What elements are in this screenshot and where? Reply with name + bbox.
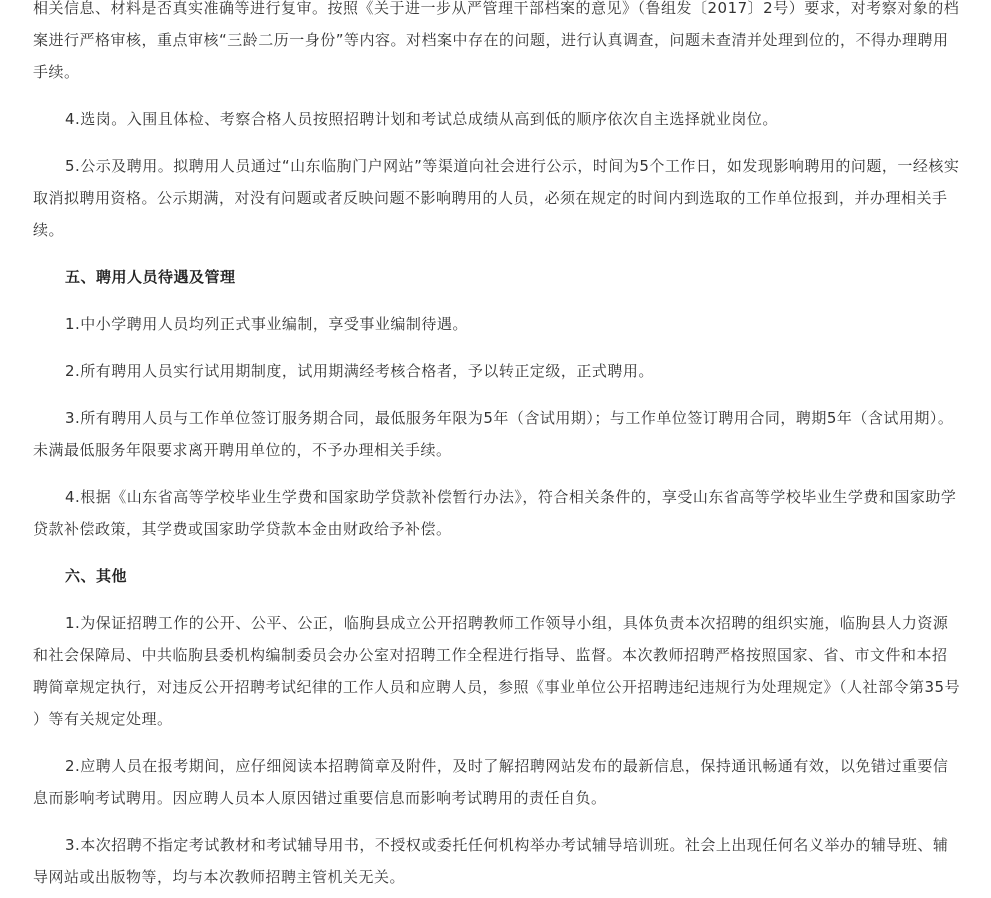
- paragraph-applicant-notice: 2.应聘人员在报考期间，应仔细阅读本招聘简章及附件，及时了解招聘网站发布的最新信息，保持通讯畅通有效，以免错过重要信息而影响考试聘用。因应聘人员本人原因错过重要信息而影响考试聘用的责任自负。: [33, 757, 949, 807]
- paragraph-job-selection: 4.选岗。入围且体检、考察合格人员按照招聘计划和考试总成绩从高到低的顺序依次自主选择就业岗位。: [65, 110, 778, 128]
- paragraph-supervision: 1.为保证招聘工作的公开、公平、公正，临朐县成立公开招聘教师工作领导小组，具体负责本次招聘的组织实施，临朐县人力资源和社会保障局、中共临朐县委机构编制委员会办公室对招聘工作全程进行指导、监督。本次教师招聘严格按照国家、省、市文件和本招聘简章规定执行，对违反公开招聘考试纪律的工作人员和应聘人员，参照《事业单位公开招聘违纪违规行为处理规定》（人社部令第35号）等有关规定处理。: [33, 614, 961, 728]
- paragraph-tuition-compensation: 4.根据《山东省高等学校毕业生学费和国家助学贷款补偿暂行办法》，符合相关条件的，享受山东省高等学校毕业生学费和国家助学贷款补偿政策，其学费或国家助学贷款本金由财政给予补偿。: [33, 488, 957, 538]
- paragraph-staffing: 1.中小学聘用人员均列正式事业编制，享受事业编制待遇。: [65, 315, 468, 333]
- paragraph-no-designated-materials: 3.本次招聘不指定考试教材和考试辅导用书，不授权或委托任何机构举办考试辅导培训班。社会上出现任何名义举办的辅导班、辅导网站或出版物等，均与本次教师招聘主管机关无关。: [33, 836, 949, 886]
- section-heading-other: 六、其他: [65, 567, 128, 585]
- paragraph-publicity-and-employment: 5.公示及聘用。拟聘用人员通过“山东临朐门户网站”等渠道向社会进行公示，时间为5个工作日，如发现影响聘用的问题，一经核实取消拟聘用资格。公示期满，对没有问题或者反映问题不影响聘用的人员，必须在规定的时间内到选取的工作单位报到，并办理相关手续。: [33, 157, 960, 239]
- paragraph-probation: 2.所有聘用人员实行试用期制度，试用期满经考核合格者，予以转正定级，正式聘用。: [65, 362, 654, 380]
- paragraph-service-contract: 3.所有聘用人员与工作单位签订服务期合同，最低服务年限为5年（含试用期）；与工作单位签订聘用合同，聘期5年（含试用期）。未满最低服务年限要求离开聘用单位的，不予办理相关手续。: [33, 409, 954, 459]
- paragraph-review-materials: 相关信息、材料是否真实准确等进行复审。按照《关于进一步从严管理干部档案的意见》（鲁组发〔2017〕2号）要求，对考察对象的档案进行严格审核，重点审核“三龄二历一身份”等内容。对档案中存在的问题，进行认真调查，问题未查清并处理到位的，不得办理聘用手续。: [33, 0, 960, 81]
- section-heading-treatment: 五、聘用人员待遇及管理: [65, 268, 236, 286]
